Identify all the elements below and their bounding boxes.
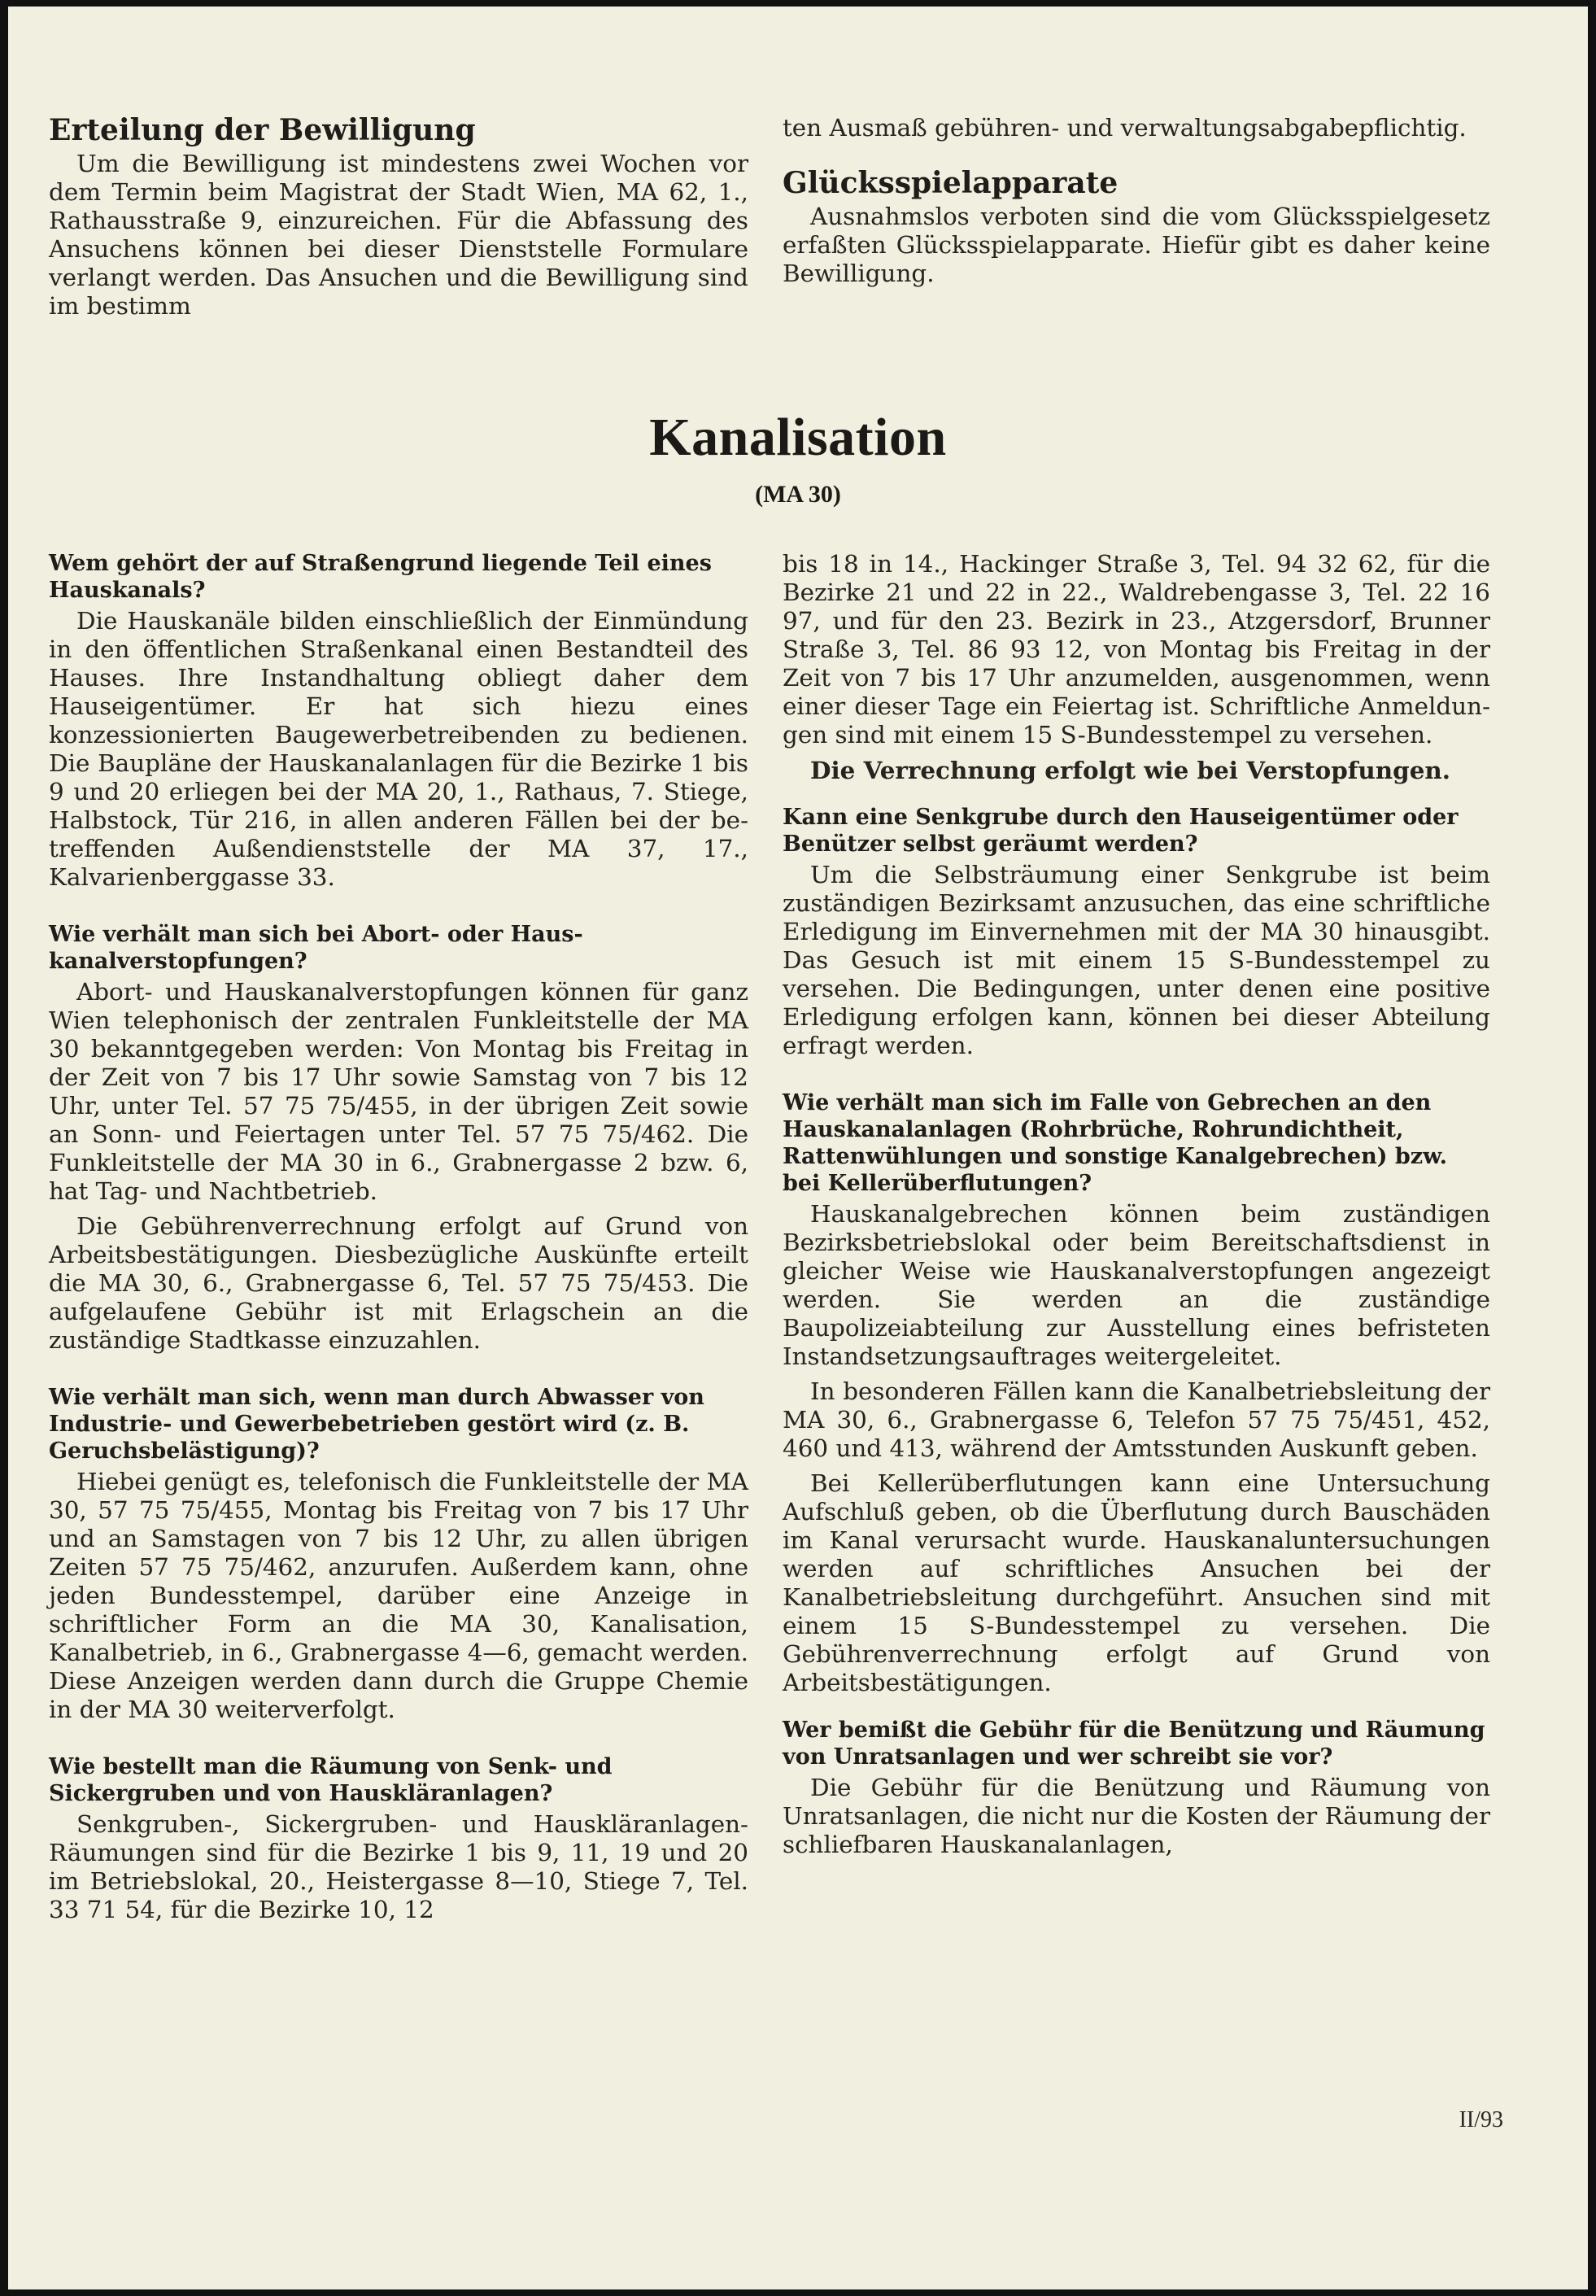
answer-paragraph: Hauskanalgebrechen können beim zuständigen Bezirksbetriebslokal oder beim Bereitschaftsdienst in gleicher Weise wie Hauskanalverstopfungen angezeigt werden. Sie werden an die zuständige Baupolizeiabteilung zur Ausstellung eines befristeten Instandsetzungsauftrages weitergeleitet.	[783, 1200, 1490, 1370]
question-heading: Kann eine Senkgrube durch den Hauseigentümer oder Benützer selbst geräumt werden?	[783, 805, 1459, 857]
document-page	[8, 7, 1588, 2289]
question-heading: Wer bemißt die Gebühr für die Benützung und Räumung von Unratsanlagen und wer schreibt sie vor?	[783, 1718, 1485, 1770]
answer-paragraph: Hiebei genügt es, telefonisch die Funkleitstelle der MA 30, 57 75 75/455, Montag bis Freitag von 7 bis 17 Uhr und an Samstagen von 7 bis 12 Uhr, zu allen übrigen Zeiten 57 75 75/462, anzurufen. Außerdem kann, ohne jeden Bundesstempel, darüber eine Anzeige in schriftlicher Form an die MA 30, Kanalisation, Kanalbetrieb, in 6., Grabnergasse 4—6, gemacht werden. Diese Anzeigen werden dann durch die Gruppe Chemie in der MA 30 weiterverfolgt.	[49, 1468, 748, 1723]
question-heading: Wie verhält man sich im Falle von Gebrechen an den Hauskanalanlagen (Rohrbrüche, Rohrundichtheit, Rattenwühlungen und sonstige Kanalgebrechen) bzw. bei Kellerüberflutungen?	[783, 1090, 1448, 1196]
paragraph-gluecksspielapparate: Ausnahmslos verboten sind die vom Glücksspielgesetz erfaßten Glücksspielapparate. Hiefür gibt es daher keine Bewilligung.	[783, 203, 1490, 287]
question-heading: Wie bestellt man die Räumung von Senk- und Sickergruben und von Hauskläranlagen?	[49, 1754, 613, 1806]
answer-paragraph: In besonderen Fällen kann die Kanalbetriebsleitung der MA 30, 6., Grabnergasse 6, Telefon 57 75 75/451, 452, 460 und 413, während der Amtsstunden Auskunft geben.	[783, 1377, 1490, 1462]
answer-paragraph: Die Gebührenverrechnung erfolgt auf Grund von Arbeitsbestätigungen. Diesbezügliche Auskünfte erteilt die MA 30, 6., Grabnergasse 6, Tel. 57 75 75/453. Die aufgelaufene Gebühr ist mit Erlagschein an die zuständige Stadtkasse einzuzahlen.	[49, 1212, 748, 1354]
section-subtitle: (MA 30)	[755, 481, 841, 508]
answer-paragraph: Senkgruben-, Sickergruben- und Hauskläranlagen-Räumungen sind für die Bezirke 1 bis 9, 11, 19 und 20 im Betriebslokal, 20., Heistergasse 8—10, Stiege 7, Tel. 33 71 54, für die Bezirke 10, 12	[49, 1810, 748, 1923]
answer-paragraph-continued: bis 18 in 14., Hackinger Straße 3, Tel. 94 32 62, für die Bezirke 21 und 22 in 22., Waldrebengasse 3, Tel. 22 16 97, und für den 23. Bezirk in 23., Atzgersdorf, Brunner Straße 3, Tel. 86 93 12, von Montag bis Freitag in der Zeit von 7 bis 17 Uhr anzumelden, ausgenommen, wenn einer dieser Tage ein Feiertag ist. Schriftliche Anmeldungen sind mit einem 15 S-Bundesstempel zu versehen.	[783, 550, 1490, 749]
paragraph-erteilung: Um die Bewilligung ist mindestens zwei Wochen vor dem Termin beim Magistrat der Stadt Wien, MA 62, 1., Rathausstraße 9, einzureichen. Für die Abfassung des Ansuchens können bei dieser Dienststelle Formulare verlangt werden. Das Ansuchen und die Bewilligung sind im bestimm	[49, 150, 748, 320]
answer-paragraph: Die Hauskanäle bilden einschließlich der Einmündung in den öffentlichen Straßenkanal einen Bestandteil des Hauses. Ihre Instandhaltung obliegt daher dem Hauseigentümer. Er hat sich hiezu eines konzessionierten Baugewerbetreibenden zu bedienen. Die Baupläne der Hauskanalanlagen für die Bezirke 1 bis 9 und 20 erliegen bei der MA 20, 1., Rathaus, 7. Stiege, Halbstock, Tür 216, in allen anderen Fällen bei der betreffenden Außendienststelle der MA 37, 17., Kalvarienberggasse 33.	[49, 607, 748, 891]
answer-paragraph: Die Verrechnung erfolgt wie bei Verstopfungen.	[810, 756, 1451, 784]
paragraph-erteilung-continued: ten Ausmaß gebühren- und verwaltungsabgabepflichtig.	[783, 114, 1467, 142]
answer-paragraph: Abort- und Hauskanalverstopfungen können für ganz Wien telephonisch der zentralen Funkleitstelle der MA 30 bekanntgegeben werden: Von Montag bis Freitag in der Zeit von 7 bis 17 Uhr sowie Samstag von 7 bis 12 Uhr, unter Tel. 57 75 75/455, in der übrigen Zeit sowie an Sonn- und Feiertagen unter Tel. 57 75 75/462. Die Funkleitstelle der MA 30 in 6., Grabnergasse 2 bzw. 6, hat Tag- und Nachtbetrieb.	[49, 978, 748, 1205]
answer-paragraph: Um die Selbsträumung einer Senkgrube ist beim zuständigen Bezirksamt anzusuchen, das eine schriftliche Erledigung im Einvernehmen mit der MA 30 hinausgibt. Das Gesuch ist mit einem 15 S-Bundesstempel zu versehen. Die Bedingungen, unter denen eine positive Erledigung erfolgen kann, können bei dieser Abteilung erfragt werden.	[783, 861, 1490, 1059]
question-heading: Wem gehört der auf Straßengrund liegende Teil eines Hauskanals?	[49, 551, 712, 603]
main-right-column	[783, 550, 1490, 1866]
answer-paragraph: Bei Kellerüberflutungen kann eine Untersuchung Aufschluß geben, ob die Überflutung durch Bauschäden im Kanal verursacht wurde. Hauskanaluntersuchungen werden auf schriftliches Ansuchen bei der Kanalbetriebsleitung durchgeführt. Ansuchen sind mit einem 15 S-Bundesstempel zu versehen. Die Gebührenverrechnung erfolgt auf Grund von Arbeitsbestätigungen.	[783, 1469, 1490, 1696]
answer-paragraph: Die Gebühr für die Benützung und Räumung von Unratsanlagen, die nicht nur die Kosten der Räumung der schliefbaren Hauskanalanlagen,	[783, 1774, 1490, 1858]
main-left-column	[49, 550, 748, 1931]
top-right-column	[783, 114, 1490, 295]
heading-gluecksspielapparate: Glücksspielapparate	[783, 166, 1119, 200]
question-heading: Wie verhält man sich bei Abort- oder Hauskanalverstopfungen?	[49, 922, 583, 974]
top-left-column	[49, 112, 748, 327]
section-title: Kanalisation	[649, 408, 947, 467]
heading-erteilung: Erteilung der Bewilligung	[49, 113, 476, 147]
page-number: II/93	[1459, 2107, 1503, 2132]
question-heading: Wie verhält man sich, wenn man durch Abwasser von Industrie- und Gewerbebetrieben gestört wird (z. B. Geruchsbelästigung)?	[49, 1385, 704, 1464]
